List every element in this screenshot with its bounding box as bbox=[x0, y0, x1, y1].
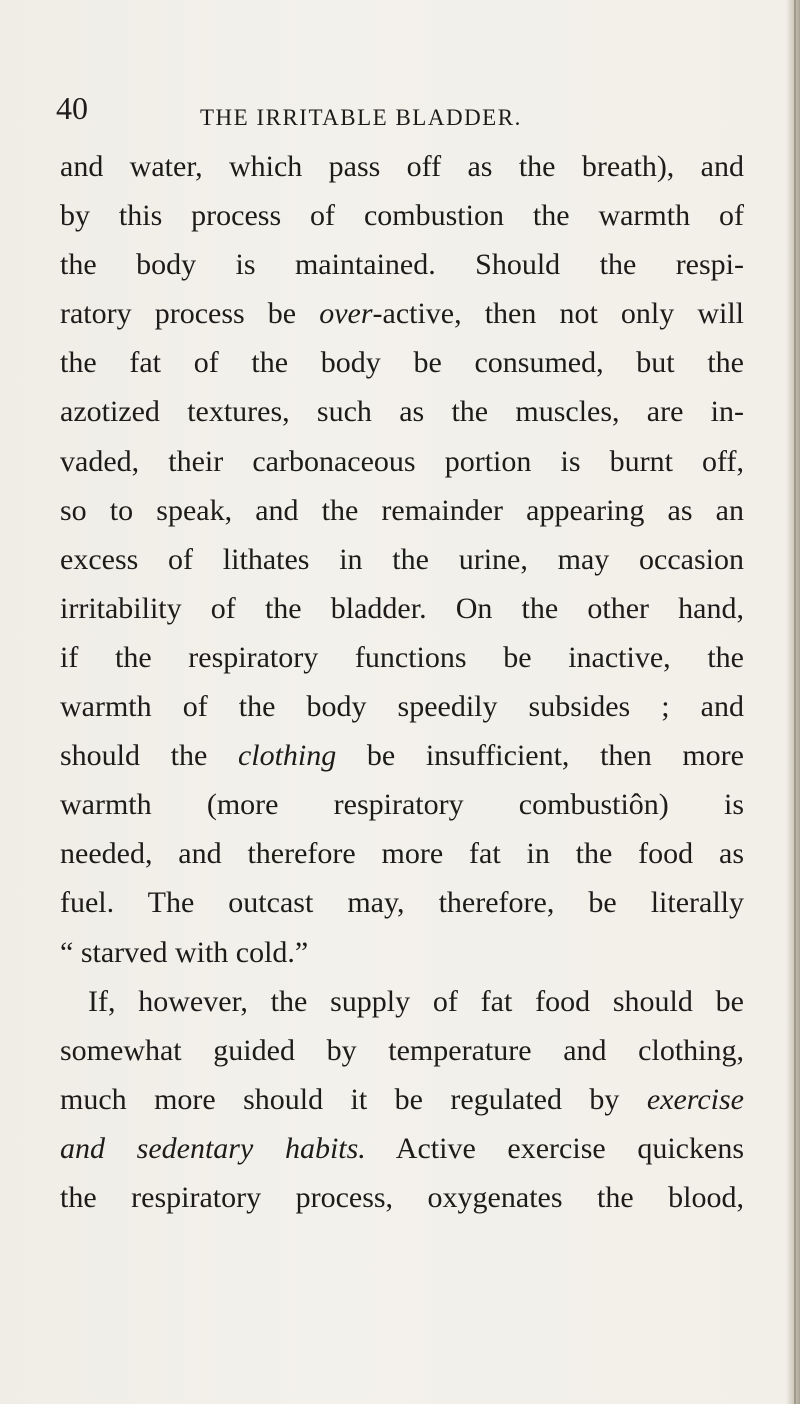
paragraph-start-line: If, however, the supply of fat food should be bbox=[88, 984, 744, 1018]
text-line: needed, and therefore more fat in the food as bbox=[60, 837, 744, 871]
text-line: if the respiratory functions be inactive, the bbox=[60, 640, 744, 674]
text-line: irritability of the bladder. On the other hand, bbox=[60, 591, 744, 625]
text-line: somewhat guided by temperature and clothing, bbox=[60, 1033, 744, 1067]
page-header bbox=[56, 92, 756, 132]
text-line: by this process of combustion the warmth of bbox=[60, 199, 744, 233]
body-text bbox=[60, 142, 744, 1222]
text-line: the respiratory process, oxygenates the blood, bbox=[60, 1180, 744, 1214]
text-line: azotized textures, such as the muscles, are in- bbox=[60, 395, 744, 429]
text-line: the body is maintained. Should the respi- bbox=[60, 248, 744, 282]
page-number: 40 bbox=[56, 90, 88, 126]
text-line: ratory process be over-active, then not only will bbox=[60, 297, 744, 331]
text-line: warmth (more respiratory combustiôn) is bbox=[60, 788, 744, 822]
text-line: vaded, their carbonaceous portion is burnt off, bbox=[60, 444, 744, 478]
text-line: should the clothing be insufficient, then more bbox=[60, 739, 744, 773]
running-head: THE IRRITABLE BLADDER. bbox=[200, 105, 522, 130]
text-line: and sedentary habits. Active exercise quickens bbox=[60, 1131, 744, 1165]
text-line: excess of lithates in the urine, may occasion bbox=[60, 542, 744, 576]
text-line: much more should it be regulated by exercise bbox=[60, 1082, 744, 1116]
text-line: so to speak, and the remainder appearing as an bbox=[60, 493, 744, 527]
italic-emphasis: exercise bbox=[646, 1082, 744, 1116]
italic-emphasis: over bbox=[319, 297, 373, 331]
page-gutter-shadow bbox=[786, 0, 800, 1404]
italic-emphasis: clothing bbox=[237, 739, 337, 773]
text-line: the fat of the body be consumed, but the bbox=[60, 346, 744, 380]
text-line: fuel. The outcast may, therefore, be literally bbox=[60, 886, 744, 920]
text-line: and water, which pass off as the breath), and bbox=[60, 150, 744, 183]
paragraph-end-line: “ starved with cold.” bbox=[60, 935, 309, 969]
page-edge-line bbox=[794, 0, 796, 1404]
italic-emphasis: and sedentary habits. bbox=[60, 1131, 366, 1165]
text-line: warmth of the body speedily subsides ; and bbox=[60, 690, 744, 724]
